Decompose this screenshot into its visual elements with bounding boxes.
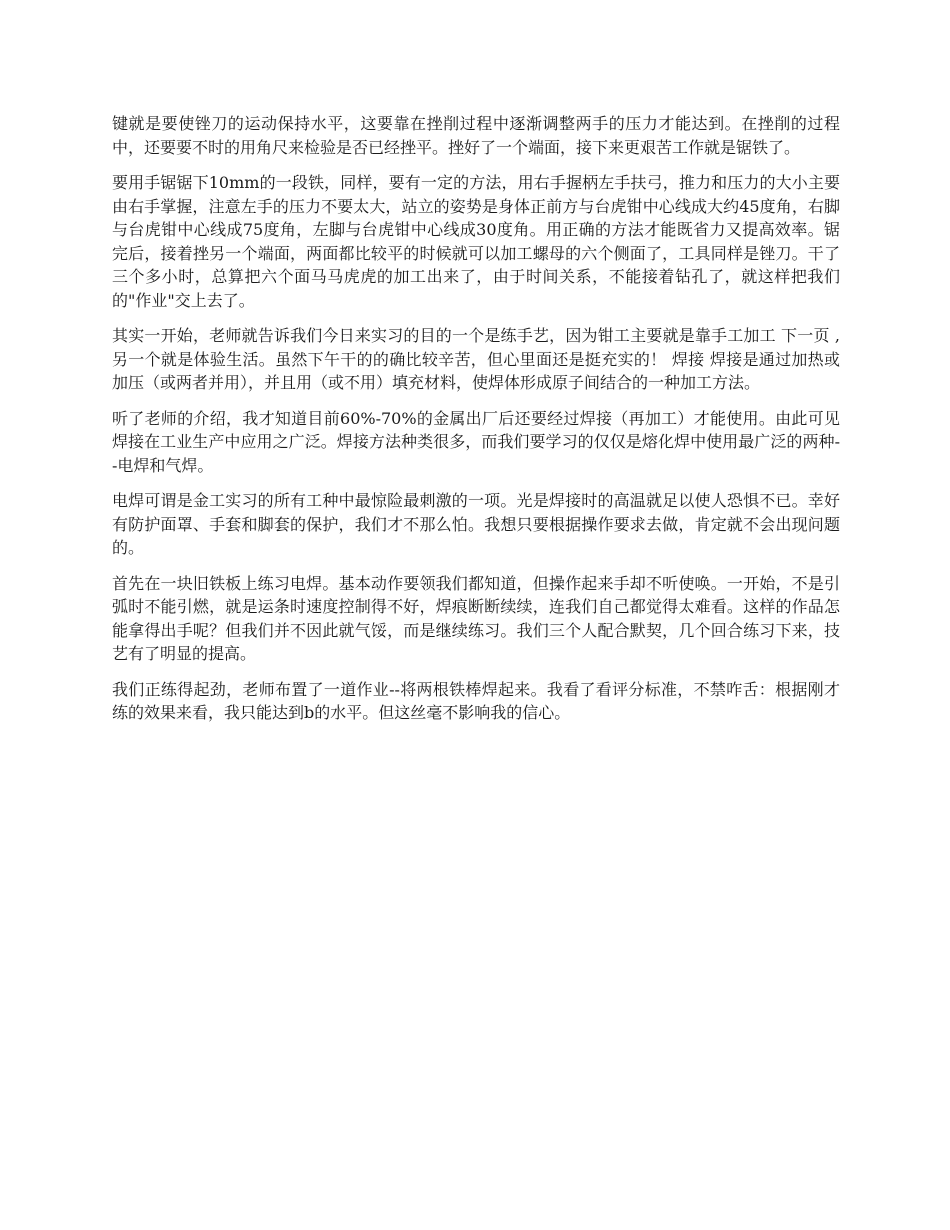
paragraph-6: 首先在一块旧铁板上练习电焊。基本动作要领我们都知道，但操作起来手却不听使唤。一开始，不是引弧时不能引燃，就是运条时速度控制得不好，焊痕断断续续，连我们自己都觉得太难看。这样的作品怎能拿得出手呢？但我们并不因此就气馁，而是继续练习。我们三个人配合默契，几个回合练习下来，技艺有了明显的提高。 — [112, 573, 840, 663]
paragraph-3: 其实一开始，老师就告诉我们今日来实习的目的一个是练手艺，因为钳工主要就是靠手工加工 下一页 ,另一个就是体验生活。虽然下午干的的确比较辛苦，但心里面还是挺充实的！ 焊接 焊接是通过加热或加压（或两者并用），并且用（或不用）填充材料，使焊体形成原子间结合的一种加工方法。 — [112, 326, 840, 392]
paragraph-1: 键就是要使锉刀的运动保持水平，这要靠在挫削过程中逐渐调整两手的压力才能达到。在挫削的过程中，还要要不时的用角尺来检验是否已经挫平。挫好了一个端面，接下来更艰苦工作就是锯铁了。 — [112, 114, 840, 157]
document-body — [112, 112, 840, 737]
paragraph-5: 电焊可谓是金工实习的所有工种中最惊险最刺激的一项。光是焊接时的高温就足以使人恐惧不已。幸好有防护面罩、手套和脚套的保护，我们才不那么怕。我想只要根据操作要求去做，肯定就不会出现问题的。 — [112, 491, 840, 557]
paragraph-7: 我们正练得起劲，老师布置了一道作业--将两根铁棒焊起来。我看了看评分标准，不禁咋舌：根据刚才练的效果来看，我只能达到b的水平。但这丝毫不影响我的信心。 — [112, 679, 840, 722]
paragraph-2: 要用手锯锯下10mm的一段铁，同样，要有一定的方法，用右手握柄左手扶弓，推力和压力的大小主要由右手掌握，注意左手的压力不要太大，站立的姿势是身体正前方与台虎钳中心线成大约45度角，右脚与台虎钳中心线成75度角，左脚与台虎钳中心线成30度角。用正确的方法才能既省力又提高效率。锯完后，接着挫另一个端面，两面都比较平的时候就可以加工螺母的六个侧面了，工具同样是锉刀。干了三个多小时，总算把六个面马马虎虎的加工出来了，由于时间关系，不能接着钻孔了，就这样把我们的"作业"交上去了。 — [112, 173, 840, 310]
paragraph-4: 听了老师的介绍，我才知道目前60%-70%的金属出厂后还要经过焊接（再加工）才能使用。由此可见焊接在工业生产中应用之广泛。焊接方法种类很多，而我们要学习的仅仅是熔化焊中使用最广泛的两种--电焊和气焊。 — [112, 408, 840, 475]
